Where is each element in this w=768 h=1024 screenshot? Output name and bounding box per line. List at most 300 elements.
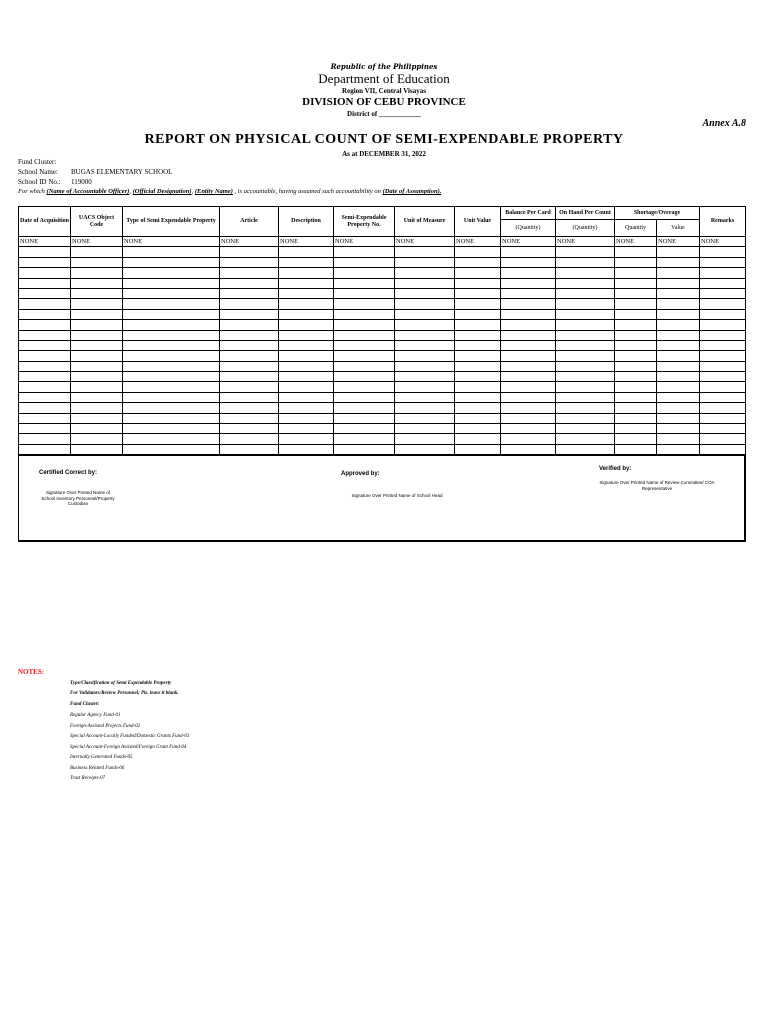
table-cell (71, 444, 123, 454)
notes-title: NOTES: (18, 668, 45, 676)
table-cell (19, 247, 71, 257)
table-row (19, 288, 746, 298)
table-cell (334, 278, 395, 288)
table-cell (123, 320, 220, 330)
table-cell (71, 309, 123, 319)
header-article: Article (220, 207, 279, 237)
header-type-of-property: Type of Semi Expendable Property (123, 207, 220, 237)
table-cell (334, 382, 395, 392)
table-cell (657, 247, 700, 257)
table-cell (395, 268, 455, 278)
table-cell (19, 424, 71, 434)
table-cell (279, 309, 334, 319)
header-balance-quantity: (Quantity) (501, 220, 556, 237)
table-cell (334, 361, 395, 371)
table-cell (395, 320, 455, 330)
table-cell (19, 309, 71, 319)
table-cell (71, 268, 123, 278)
table-cell (334, 268, 395, 278)
table-cell (395, 444, 455, 454)
table-cell (71, 413, 123, 423)
table-cell (615, 340, 657, 350)
table-cell (19, 330, 71, 340)
table-cell (279, 247, 334, 257)
table-cell (334, 247, 395, 257)
table-cell (657, 309, 700, 319)
table-cell (123, 309, 220, 319)
table-cell (455, 382, 501, 392)
table-cell (615, 444, 657, 454)
table-cell (19, 320, 71, 330)
table-cell (334, 257, 395, 267)
table-row (19, 299, 746, 309)
table-cell (501, 351, 556, 361)
table-cell (71, 361, 123, 371)
table-cell (395, 424, 455, 434)
fund-cluster-item: Regular Agency Fund-01 (70, 713, 121, 718)
table-cell (395, 392, 455, 402)
table-cell (395, 403, 455, 413)
table-cell (123, 361, 220, 371)
report-title: REPORT ON PHYSICAL COUNT OF SEMI-EXPENDABLE PROPERTY (144, 132, 624, 147)
table-cell: NONE (657, 237, 700, 247)
table-cell (220, 268, 279, 278)
table-cell (615, 320, 657, 330)
table-cell (501, 288, 556, 298)
table-cell: NONE (501, 237, 556, 247)
table-row (19, 361, 746, 371)
table-cell (556, 382, 615, 392)
table-row (19, 278, 746, 288)
table-cell (395, 372, 455, 382)
table-cell (501, 361, 556, 371)
approved-by-label: Approved by: (341, 471, 380, 477)
table-cell (556, 351, 615, 361)
table-cell: NONE (615, 237, 657, 247)
table-cell (19, 372, 71, 382)
date-of-assumption-field: (Date of Assumption). (382, 188, 442, 195)
table-cell (556, 434, 615, 444)
header-date-of-acquisition: Date of Acquisition (19, 207, 71, 237)
table-cell (123, 413, 220, 423)
table-cell (279, 434, 334, 444)
table-cell (279, 278, 334, 288)
table-cell (556, 247, 615, 257)
table-cell: NONE (455, 237, 501, 247)
table-cell (455, 392, 501, 402)
school-id-value: 119000 (71, 178, 92, 186)
table-cell (700, 309, 746, 319)
table-row (19, 413, 746, 423)
table-row (19, 403, 746, 413)
table-row (19, 330, 746, 340)
table-cell (71, 278, 123, 288)
table-cell: NONE (395, 237, 455, 247)
table-cell (657, 268, 700, 278)
table-cell (700, 330, 746, 340)
table-cell (615, 330, 657, 340)
table-cell (279, 320, 334, 330)
table-cell (615, 268, 657, 278)
table-cell (615, 382, 657, 392)
fund-cluster-label: Fund Cluster: (18, 158, 57, 166)
table-cell (556, 288, 615, 298)
approved-signature-line: Signature Over Printed Name of School Head (351, 493, 443, 498)
table-cell: NONE (556, 237, 615, 247)
table-cell (123, 288, 220, 298)
table-cell (556, 372, 615, 382)
table-cell (615, 361, 657, 371)
table-cell (19, 278, 71, 288)
fund-cluster-item: Special Account-Foreign Assisted/Foreign Grant Fund-04 (70, 745, 187, 750)
table-cell (556, 309, 615, 319)
fund-cluster-item: Internally Generated Funds-05 (70, 755, 133, 760)
table-cell (615, 403, 657, 413)
table-cell (700, 444, 746, 454)
table-cell (615, 424, 657, 434)
table-cell (657, 382, 700, 392)
table-cell (615, 392, 657, 402)
table-cell (657, 351, 700, 361)
table-cell (501, 320, 556, 330)
table-cell (19, 351, 71, 361)
official-designation-field: (Official Designation) (132, 188, 192, 195)
table-cell (71, 434, 123, 444)
table-cell (501, 403, 556, 413)
school-id-row (18, 178, 92, 186)
table-cell (501, 434, 556, 444)
table-cell (657, 434, 700, 444)
table-cell (279, 340, 334, 350)
table-cell (279, 268, 334, 278)
district-heading: District of ____________ (347, 110, 421, 118)
table-cell (19, 444, 71, 454)
table-row (19, 268, 746, 278)
table-cell (700, 299, 746, 309)
table-cell (501, 247, 556, 257)
table-cell (71, 247, 123, 257)
table-cell (556, 340, 615, 350)
table-cell (220, 434, 279, 444)
table-cell (123, 424, 220, 434)
header-on-hand-quantity: (Quantity) (556, 220, 615, 237)
table-cell (501, 372, 556, 382)
table-cell (19, 257, 71, 267)
table-cell (615, 299, 657, 309)
fund-cluster-row (18, 158, 56, 166)
table-cell (220, 382, 279, 392)
for-which-prefix: For which (18, 188, 45, 195)
table-cell (700, 351, 746, 361)
table-cell: NONE (19, 237, 71, 247)
table-cell: NONE (71, 237, 123, 247)
table-cell (615, 257, 657, 267)
table-cell (556, 361, 615, 371)
table-cell (657, 257, 700, 267)
table-cell (19, 382, 71, 392)
table-cell (556, 299, 615, 309)
table-cell (71, 330, 123, 340)
table-cell (123, 299, 220, 309)
table-cell (455, 288, 501, 298)
table-cell (556, 320, 615, 330)
table-cell (455, 434, 501, 444)
table-cell (455, 320, 501, 330)
table-cell (279, 257, 334, 267)
table-cell (71, 288, 123, 298)
accountable-officer-field: (Name of Accountable Officer) (46, 188, 130, 195)
table-cell (334, 288, 395, 298)
table-cell (700, 382, 746, 392)
republic-heading: Republic of the Philippines (330, 62, 438, 71)
header-shortage-quantity: Quantity (615, 220, 657, 237)
table-cell (71, 372, 123, 382)
table-cell (19, 434, 71, 444)
table-cell (279, 361, 334, 371)
notes-fund-cluster-heading: Fund Cluster: (70, 702, 100, 707)
verified-by-label: Verified by: (599, 466, 632, 472)
table-cell: NONE (700, 237, 746, 247)
table-cell (71, 299, 123, 309)
table-row (19, 392, 746, 402)
table-cell (71, 403, 123, 413)
table-cell (279, 382, 334, 392)
table-cell (334, 330, 395, 340)
table-cell (455, 340, 501, 350)
table-cell (455, 257, 501, 267)
certified-signature-line: Signature Over Printed Name of School Inventory Personnel/Property Custodian (41, 490, 115, 507)
header-unit-of-measure: Unit of Measure (395, 207, 455, 237)
table-cell (334, 403, 395, 413)
table-cell (123, 278, 220, 288)
table-cell (123, 444, 220, 454)
table-cell (220, 351, 279, 361)
table-cell: NONE (279, 237, 334, 247)
table-cell (220, 257, 279, 267)
table-cell (395, 361, 455, 371)
table-cell (455, 413, 501, 423)
table-row (19, 257, 746, 267)
table-cell (220, 299, 279, 309)
table-cell (279, 403, 334, 413)
table-cell (455, 372, 501, 382)
table-cell (455, 278, 501, 288)
table-cell (700, 278, 746, 288)
table-cell (220, 444, 279, 454)
table-cell (279, 288, 334, 298)
table-cell: NONE (334, 237, 395, 247)
table-cell (220, 330, 279, 340)
table-cell (395, 330, 455, 340)
table-row (19, 434, 746, 444)
table-row (19, 444, 746, 454)
header-shortage-overage: Shortage/Overage (615, 207, 700, 220)
table-cell (334, 392, 395, 402)
table-cell (220, 392, 279, 402)
table-cell (657, 288, 700, 298)
school-id-label: School ID No.: (18, 178, 61, 186)
table-cell (71, 340, 123, 350)
table-row (19, 382, 746, 392)
table-cell (334, 434, 395, 444)
table-cell (657, 444, 700, 454)
table-cell (455, 444, 501, 454)
table-cell (501, 340, 556, 350)
table-cell (220, 278, 279, 288)
table-cell (501, 257, 556, 267)
fund-cluster-item: Special Account-Locally Funded/Domestic Grants Fund-03 (70, 734, 190, 739)
table-cell (279, 372, 334, 382)
table-cell (556, 413, 615, 423)
entity-name-field: (Entity Name) (194, 188, 233, 195)
header-remarks: Remarks (700, 207, 746, 237)
header-unit-value: Unit Value (455, 207, 501, 237)
table-cell (700, 257, 746, 267)
table-cell (700, 320, 746, 330)
header-uacs-object-code: UACS Object Code (71, 207, 123, 237)
table-cell (395, 288, 455, 298)
table-cell (123, 392, 220, 402)
table-cell (657, 330, 700, 340)
table-cell (220, 413, 279, 423)
table-cell (455, 403, 501, 413)
table-cell (501, 392, 556, 402)
table-cell (615, 434, 657, 444)
table-cell (455, 268, 501, 278)
table-cell (123, 257, 220, 267)
table-cell (455, 351, 501, 361)
table-cell (700, 361, 746, 371)
table-cell (700, 434, 746, 444)
table-cell (279, 392, 334, 402)
table-cell (501, 278, 556, 288)
table-cell (395, 278, 455, 288)
table-cell (334, 372, 395, 382)
table-row (19, 320, 746, 330)
table-cell (334, 320, 395, 330)
signature-section (18, 455, 746, 542)
table-row (19, 424, 746, 434)
table-cell (395, 340, 455, 350)
table-cell (657, 299, 700, 309)
table-cell (556, 392, 615, 402)
table-cell (556, 403, 615, 413)
table-cell (19, 288, 71, 298)
notes-line-type: Type/Classification of Semi Expendable Property (70, 681, 172, 686)
table-cell (334, 309, 395, 319)
table-cell: NONE (123, 237, 220, 247)
table-cell (700, 372, 746, 382)
verified-signature-line: Signature Over Printed Name of Review Committee/ COA Representative (599, 480, 715, 491)
table-cell (19, 413, 71, 423)
table-cell (220, 424, 279, 434)
table-cell (123, 330, 220, 340)
table-row (19, 237, 746, 247)
table-cell (279, 299, 334, 309)
table-cell (556, 444, 615, 454)
table-cell (615, 372, 657, 382)
table-cell (455, 299, 501, 309)
table-row (19, 340, 746, 350)
fund-cluster-item: Business Related Funds-06 (70, 766, 125, 771)
table-row (19, 309, 746, 319)
table-cell (657, 278, 700, 288)
table-cell (123, 247, 220, 257)
table-cell (279, 351, 334, 361)
table-cell (556, 278, 615, 288)
table-cell (123, 351, 220, 361)
table-cell (501, 330, 556, 340)
table-cell (455, 424, 501, 434)
table-cell (501, 268, 556, 278)
table-cell (700, 403, 746, 413)
header-on-hand-per-count: On Hand Per Count (556, 207, 615, 220)
table-cell (334, 340, 395, 350)
table-cell (220, 361, 279, 371)
table-cell (334, 299, 395, 309)
table-cell (123, 268, 220, 278)
header-property-number: Semi-Expendable Property No. (334, 207, 395, 237)
table-cell (19, 299, 71, 309)
table-cell (615, 288, 657, 298)
table-cell (455, 247, 501, 257)
header-description: Description (279, 207, 334, 237)
table-cell (71, 392, 123, 402)
header-balance-per-card: Balance Per Card (501, 207, 556, 220)
table-cell (501, 299, 556, 309)
table-cell (556, 257, 615, 267)
table-cell (395, 413, 455, 423)
table-cell (700, 268, 746, 278)
table-cell (657, 424, 700, 434)
table-cell (220, 320, 279, 330)
table-cell (700, 340, 746, 350)
table-cell (123, 372, 220, 382)
table-cell (123, 340, 220, 350)
table-cell (279, 330, 334, 340)
table-cell (334, 424, 395, 434)
table-cell (455, 309, 501, 319)
table-cell (395, 247, 455, 257)
table-cell (220, 309, 279, 319)
table-cell (334, 413, 395, 423)
fund-cluster-item: Trust Receipts-07 (70, 776, 106, 781)
accountability-statement: For which (Name of Accountable Officer), (Official Designation), (Entity Name) , is accountable, having assumed such accountability on (Date of Assumption). (18, 188, 442, 195)
header-shortage-value: Value (657, 220, 700, 237)
table-cell (71, 382, 123, 392)
table-cell (19, 268, 71, 278)
table-cell (220, 288, 279, 298)
table-cell (455, 330, 501, 340)
table-cell (19, 392, 71, 402)
table-cell (123, 382, 220, 392)
notes-line-validators: For Validators/Review Personnel; Pls. leave it blank. (70, 691, 179, 696)
table-row (19, 351, 746, 361)
table-cell (657, 320, 700, 330)
table-cell (19, 361, 71, 371)
table-row (19, 247, 746, 257)
table-cell (501, 413, 556, 423)
table-cell (501, 444, 556, 454)
table-cell (220, 403, 279, 413)
table-cell (220, 247, 279, 257)
table-cell (19, 403, 71, 413)
table-cell (220, 340, 279, 350)
table-cell: NONE (220, 237, 279, 247)
table-cell (279, 444, 334, 454)
school-name-label: School Name: (18, 168, 58, 176)
table-cell (395, 257, 455, 267)
